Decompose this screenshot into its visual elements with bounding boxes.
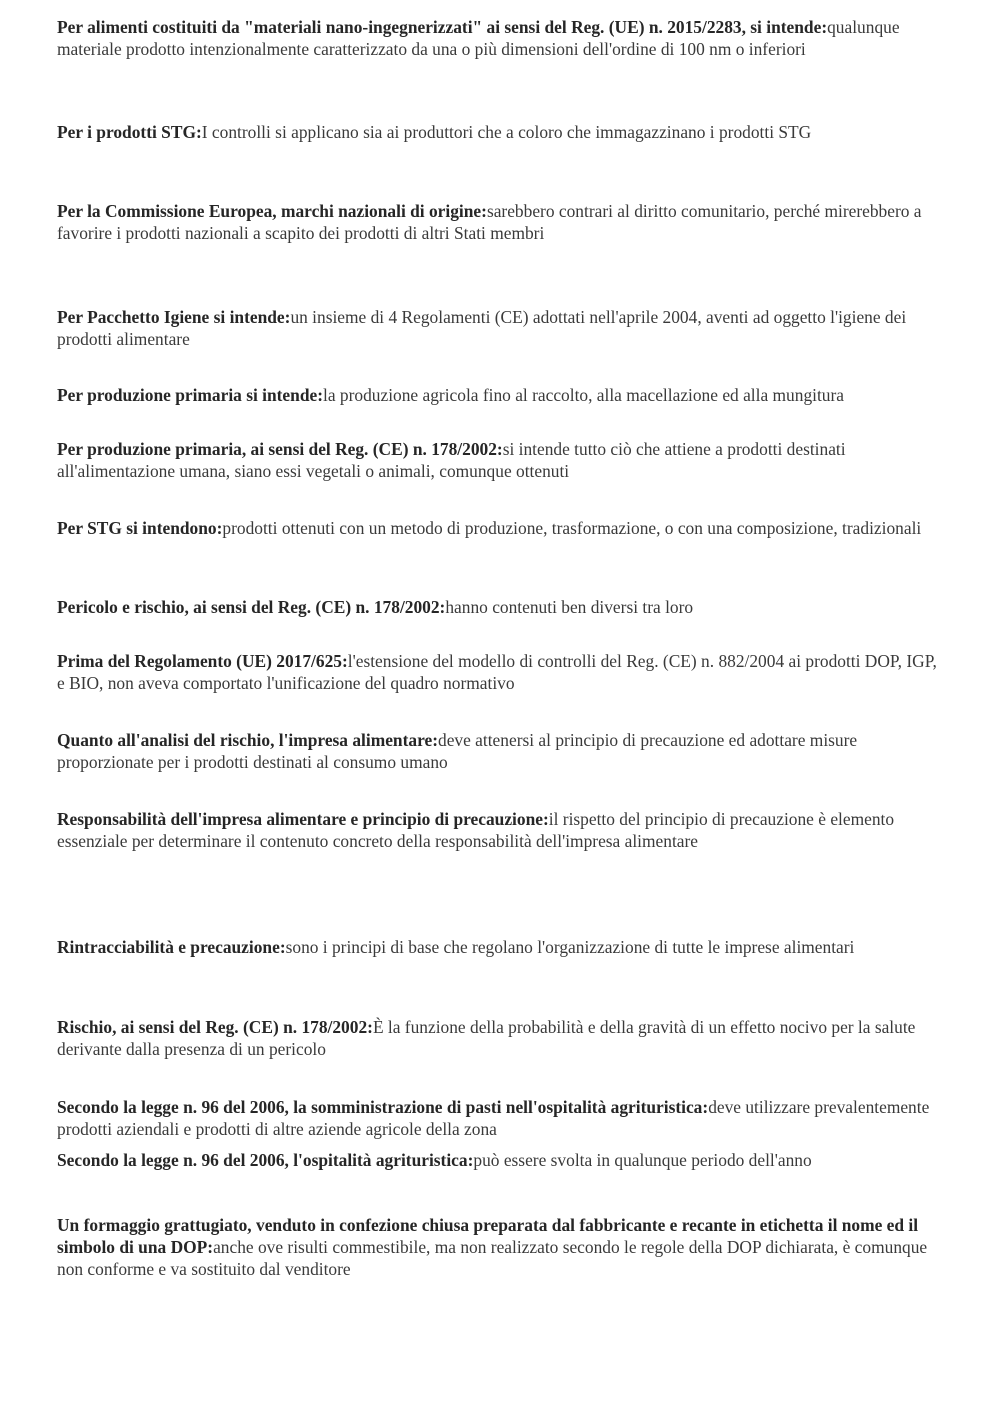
entry-term: Quanto all'analisi del rischio, l'impresa alimentare: [57, 730, 438, 750]
entry-term: Secondo la legge n. 96 del 2006, l'ospitalità agrituristica: [57, 1150, 474, 1170]
glossary-entry [57, 1149, 947, 1171]
glossary-entry [57, 438, 947, 482]
entry-term: Pericolo e rischio, ai sensi del Reg. (CE) n. 178/2002: [57, 597, 446, 617]
entry-term: Responsabilità dell'impresa alimentare e principio di precauzione: [57, 809, 549, 829]
entry-term: Prima del Regolamento (UE) 2017/625: [57, 651, 348, 671]
entry-definition: qualunque materiale prodotto intenzionalmente caratterizzato da una o più dimensioni dell'ordine di 100 nm o inferiori [57, 17, 900, 59]
glossary-entry [57, 200, 947, 244]
entry-term: Per STG si intendono: [57, 518, 223, 538]
glossary-entry [57, 517, 947, 539]
entry-definition: anche ove risulti commestibile, ma non realizzato secondo le regole della DOP dichiarata, è comunque non conforme e va sostituito dal venditore [57, 1237, 928, 1279]
entry-definition: deve attenersi al principio di precauzione ed adottare misure proporzionate per i prodotti destinati al consumo umano [57, 730, 858, 772]
entry-term: Secondo la legge n. 96 del 2006, la somministrazione di pasti nell'ospitalità agrituristica: [57, 1097, 709, 1117]
glossary-entry [57, 1096, 947, 1140]
glossary-entry [57, 384, 947, 406]
entry-definition: l'estensione del modello di controlli del Reg. (CE) n. 882/2004 ai prodotti DOP, IGP, e BIO, non aveva comportato l'unificazione del quadro normativo [57, 651, 937, 693]
entry-definition: prodotti ottenuti con un metodo di produzione, trasformazione, o con una composizione, tradizionali [222, 518, 922, 538]
entry-term: Per produzione primaria si intende: [57, 385, 324, 405]
entry-term: Per la Commissione Europea, marchi nazionali di origine: [57, 201, 487, 221]
entry-definition: È la funzione della probabilità e della gravità di un effetto nocivo per la salute derivante dalla presenza di un pericolo [57, 1017, 916, 1059]
entry-definition: sarebbero contrari al diritto comunitario, perché mirerebbero a favorire i prodotti nazionali a scapito dei prodotti di altri Stati membri [57, 201, 922, 243]
entry-term: Per Pacchetto Igiene si intende: [57, 307, 291, 327]
glossary-entry [57, 16, 947, 60]
entry-definition: deve utilizzare prevalentemente prodotti aziendali e prodotti di altre aziende agricole della zona [57, 1097, 930, 1139]
entry-term: Per produzione primaria, ai sensi del Reg. (CE) n. 178/2002: [57, 439, 503, 459]
entry-definition: I controlli si applicano sia ai produttori che a coloro che immagazzinano i prodotti STG [201, 122, 812, 142]
entry-definition: hanno contenuti ben diversi tra loro [445, 597, 694, 617]
entry-definition: si intende tutto ciò che attiene a prodotti destinati all'alimentazione umana, siano essi vegetali o animali, comunque ottenuti [57, 439, 846, 481]
glossary-entry [57, 936, 947, 958]
entry-term: Rintracciabilità e precauzione: [57, 937, 286, 957]
entry-term: Per alimenti costituiti da "materiali nano-ingegnerizzati" ai sensi del Reg. (UE) n. 2015/2283, si intende: [57, 17, 828, 37]
entry-definition: il rispetto del principio di precauzione è elemento essenziale per determinare il contenuto concreto della responsabilità dell'impresa alimentare [57, 809, 895, 851]
entry-term: Rischio, ai sensi del Reg. (CE) n. 178/2002: [57, 1017, 373, 1037]
entry-definition: la produzione agricola fino al raccolto, alla macellazione ed alla mungitura [323, 385, 845, 405]
entry-term: Un formaggio grattugiato, venduto in confezione chiusa preparata dal fabbricante e recante in etichetta il nome ed il simbolo di una DOP: [57, 1215, 919, 1257]
glossary-entry [57, 1016, 947, 1060]
entry-term: Per i prodotti STG: [57, 122, 202, 142]
glossary-entry [57, 650, 947, 694]
glossary-entry [57, 596, 947, 618]
glossary-entry [57, 808, 947, 852]
entry-definition: un insieme di 4 Regolamenti (CE) adottati nell'aprile 2004, aventi ad oggetto l'igiene dei prodotti alimentare [57, 307, 907, 349]
glossary-entry [57, 306, 947, 350]
entry-definition: sono i principi di base che regolano l'organizzazione di tutte le imprese alimentari [285, 937, 855, 957]
entry-definition: può essere svolta in qualunque periodo dell'anno [473, 1150, 812, 1170]
glossary-entry [57, 121, 947, 143]
glossary-entry [57, 729, 947, 773]
glossary-entry [57, 1214, 947, 1280]
